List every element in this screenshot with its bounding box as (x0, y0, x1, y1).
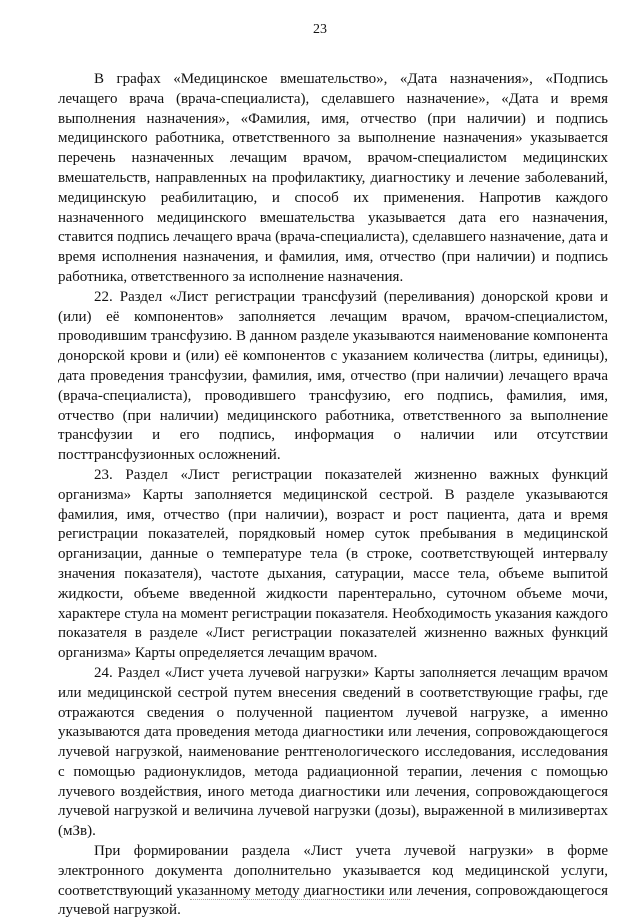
page-number: 23 (313, 22, 327, 37)
paragraph-section-22-transfusion: 22. Раздел «Лист регистрации трансфузий (переливания) донорской крови и (или) её компонентов» заполняется лечащим врачом, врачом-специалистом, проводившим трансфузию. В данном разделе указываются наименование компонента донорской крови и (или) её компонентов с указанием количества (литры, единицы), дата проведения трансфузии, фамилия, имя, отчество (при наличии) лечащего врача (врача-специалиста), проводившего трансфузию, его подпись, фамилия, имя, отчество (при наличии) медицинского работника, ответственного за выполнение трансфузии и его подпись, информация о наличии или отсутствии посттрансфузионных осложнений. (58, 288, 608, 464)
scan-edge-mark (190, 899, 410, 903)
document-body (58, 70, 608, 921)
paragraph-graphs-intro: В графах «Медицинское вмешательство», «Дата назначения», «Подпись лечащего врача (врача-специалиста), сделавшего назначение», «Дата и время выполнения назначения», «Фамилия, имя, отчество (при наличии) и подпись медицинского работника, ответственного за выполнение назначения» указывается перечень назначенных лечащим врачом, врачом-специалистом медицинских вмешательств, направленных на профилактику, диагностику и лечение заболеваний, медицинскую реабилитацию, и способ их применения. Напротив каждого назначенного медицинского вмешательства указывается дата его назначения, ставится подпись лечащего врача (врача-специалиста), сделавшего назначение, дата и время исполнения назначения, и фамилия, имя, отчество (при наличии) и подпись работника, ответственного за исполнение назначения. (58, 71, 608, 285)
paragraph-section-24-radiation: 24. Раздел «Лист учета лучевой нагрузки» Карты заполняется лечащим врачом или медицинской сестрой путем внесения сведений в соответствующие графы, где отражаются сведения о полученной пациентом лучевой нагрузке, а именно указываются дата проведения метода диагностики или лечения, сопровождающегося лучевой нагрузкой, наименование рентгенологического исследования, исследования с помощью радионуклидов, метода радиационной терапии, лечения с помощью лучевого воздействия, иного метода диагностики или лечения, сопровождающегося лучевой нагрузкой и величина лучевой нагрузки (дозы), выраженной в милизивертах (мЗв). (58, 664, 608, 840)
paragraph-electronic-form: При формировании раздела «Лист учета лучевой нагрузки» в форме электронного документа дополнительно указывается код медицинской услуги, соответствующий указанному методу диагностики или лечения, сопровождающегося лучевой нагрузкой. (58, 843, 608, 919)
paragraph-section-23-vital-signs: 23. Раздел «Лист регистрации показателей жизненно важных функций организма» Карты заполняется медицинской сестрой. В разделе указываются фамилия, имя, отчество (при наличии), возраст и рост пациента, дата и время регистрации показателей, порядковый номер суток пребывания в медицинской организации, данные о температуре тела (в строке, соответствующей интервалу значения показателя), частоте дыхания, сатурации, массе тела, объеме выпитой жидкости, объеме введенной жидкости парентерально, суточном объеме мочи, характере стула на момент регистрации показателя. Необходимость указания каждого показателя в разделе «Лист регистрации показателей жизненно важных функций организма» Карты определяется лечащим врачом. (58, 466, 608, 662)
